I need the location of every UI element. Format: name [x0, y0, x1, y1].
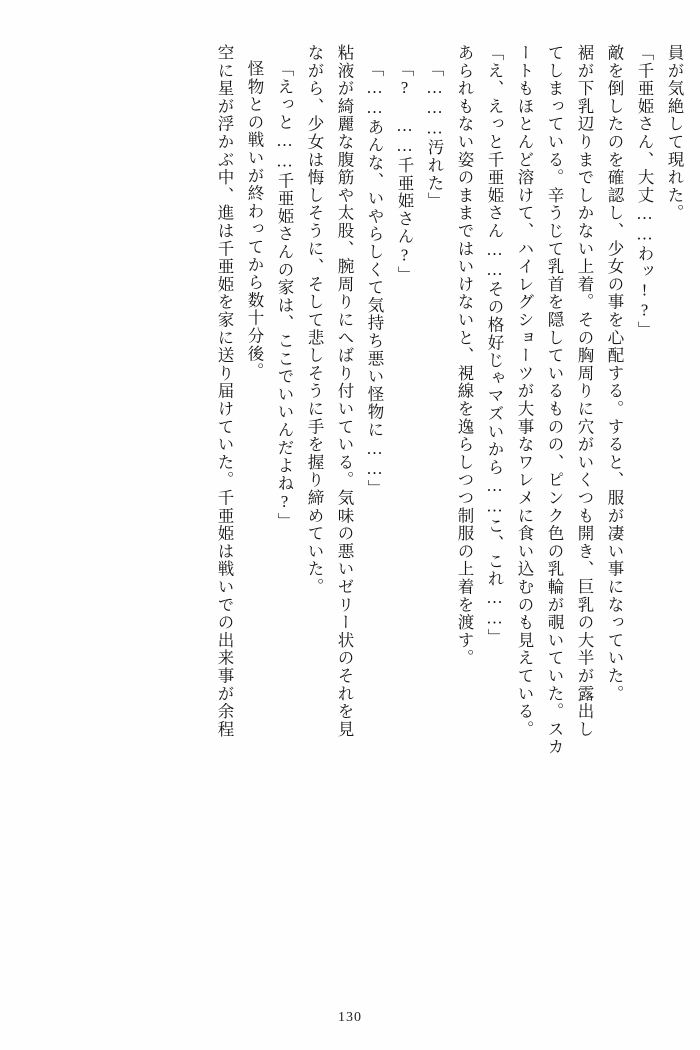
- page-number: 130: [338, 1010, 362, 1025]
- vertical-text-body: [18, 44, 682, 984]
- text-column: 「え、えっと千亜姫さん……その格好じゃマズいから……こ、これ……」: [485, 44, 504, 647]
- text-column: 「? ……千亜姫さん?」: [395, 60, 414, 284]
- text-column: ながら、少女は悔しそうに、そして悲しそうに手を握り締めていた。: [305, 44, 324, 596]
- text-column: ートもほとんど溶けて、ハイレグショーツが大事なワレメに食い込むのも見えている。: [515, 44, 534, 739]
- text-column: 敵を倒したのを確認し、少女の事を心配する。すると、服が凄い事になっていた。: [605, 44, 624, 703]
- text-column: 「千亜姫さん、大丈……わッ!?」: [635, 44, 654, 339]
- text-column: 「………汚れた」: [425, 60, 444, 210]
- text-column: 空に星が浮かぶ中、進は千亜姫を家に送り届けていた。千亜姫は戦いでの出来事が余程: [215, 44, 234, 739]
- text-column: 員が気絶して現れた。: [665, 44, 684, 222]
- text-column: 裾が下乳辺りまでしかない上着。その胸周りに穴がいくつも開き、巨乳の大半が露出し: [575, 44, 594, 739]
- text-column: 「えっと……千亜姫さんの家は、ここでいいんだよね?」: [275, 60, 294, 531]
- text-column: あられもない姿のままではいけないと、視線を逸らしつつ制服の上着を渡す。: [455, 44, 474, 667]
- text-column: てしまっている。辛うじて乳首を隠しているものの、ピンク色の乳輪が覗いていた。スカ: [545, 44, 564, 756]
- text-column: 「……あんな、いやらしくて気持ち悪い怪物に……」: [365, 60, 384, 498]
- text-column: 怪物との戦いが終わってから数十分後。: [245, 60, 264, 381]
- text-column: 粘液が綺麗な腹筋や太股、腕周りにへばり付いている。気味の悪いゼリー状のそれを見: [335, 44, 354, 739]
